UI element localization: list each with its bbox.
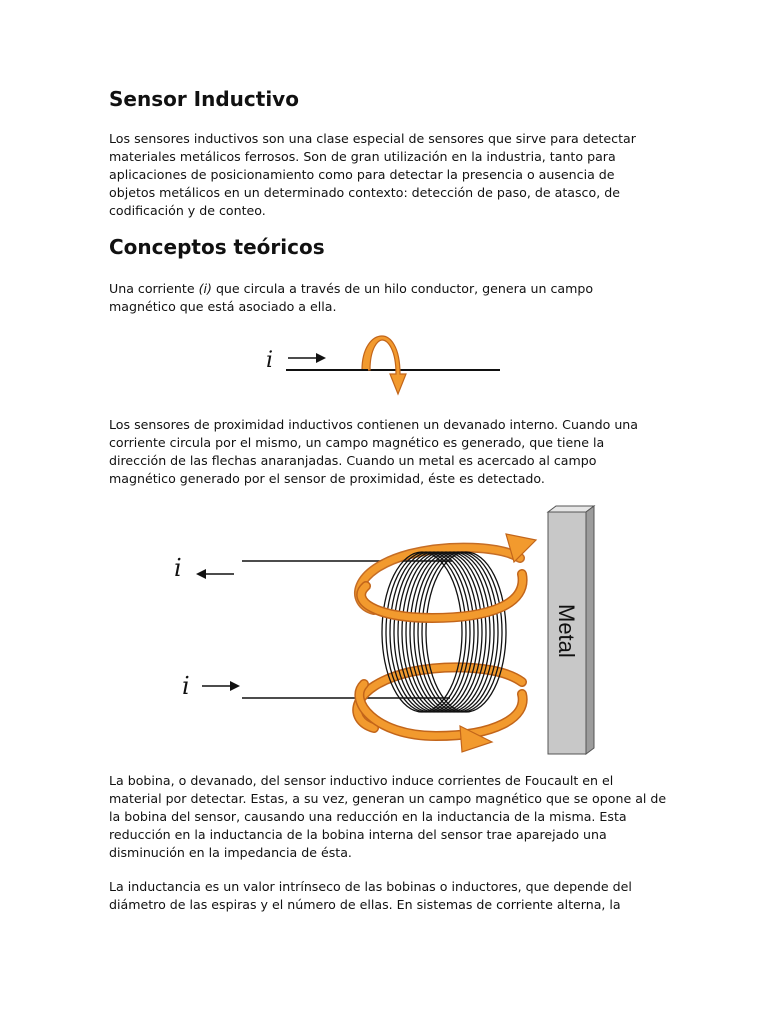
right-current-arrow-icon — [202, 681, 240, 691]
figure1-current-label: i — [266, 348, 274, 373]
intro-line-2: materiales metálicos ferrosos. Son de gran utilización en la industria, tanto para — [109, 149, 616, 164]
wire-field-diagram — [260, 334, 510, 404]
metal-label: Metal — [554, 604, 579, 658]
intro-paragraph — [109, 130, 664, 220]
coil-icon — [382, 552, 506, 712]
figure2-current-label-bottom: i — [182, 672, 190, 700]
concept-line-1-pre: Una corriente — [109, 281, 199, 296]
section-title-sensor-inductivo: Sensor Inductivo — [109, 87, 299, 111]
sensor-line-1: Los sensores de proximidad inductivos contienen un devanado interno. Cuando una — [109, 417, 639, 432]
sensor-line-2: corriente circula por el mismo, un campo magnético es generado, que tiene la — [109, 435, 605, 450]
current-symbol: (i) — [198, 281, 212, 296]
left-current-arrow-icon — [196, 569, 234, 579]
concept-line-1-post: que circula a través de un hilo conductor, genera un campo — [211, 281, 594, 296]
coil-metal-diagram — [160, 500, 600, 760]
foucault-line-4: reducción en la inductancia de la bobina interna del sensor trae aparejado una — [109, 827, 607, 842]
sensor-paragraph — [109, 416, 664, 488]
metal-block — [548, 506, 594, 754]
inductance-line-2: diámetro de las espiras y el número de ellas. En sistemas de corriente alterna, la — [109, 897, 621, 912]
concept-line-2: magnético que está asociado a ella. — [109, 299, 337, 314]
foucault-line-1: La bobina, o devanado, del sensor inductivo induce corrientes de Foucault en el — [109, 773, 614, 788]
inductance-paragraph — [109, 878, 664, 914]
sensor-line-3: dirección de las flechas anaranjadas. Cuando un metal es acercado al campo — [109, 453, 597, 468]
figure2-current-label-top: i — [174, 554, 182, 582]
concept-line-1 — [109, 280, 664, 298]
intro-line-3: aplicaciones de posicionamiento como para detectar la presencia o ausencia de — [109, 167, 615, 182]
circular-field-arrow-icon — [286, 336, 406, 394]
foucault-line-3: la bobina del sensor, causando una reducción en la inductancia de la misma. Esta — [109, 809, 627, 824]
foucault-paragraph — [109, 772, 667, 862]
concept-paragraph — [109, 280, 664, 316]
inductance-line-1: La inductancia es un valor intrínseco de las bobinas o inductores, que depende del — [109, 879, 632, 894]
field-arrow-shape — [362, 336, 406, 394]
intro-line-4: objetos metálicos en un determinado contexto: detección de paso, de atasco, de — [109, 185, 620, 200]
section-title-conceptos-teoricos: Conceptos teóricos — [109, 235, 325, 259]
current-arrow-icon — [288, 353, 326, 363]
foucault-line-5: disminución en la impedancia de ésta. — [109, 845, 352, 860]
foucault-line-2: material por detectar. Estas, a su vez, generan un campo magnético que se opone al de — [109, 791, 667, 806]
sensor-line-4: magnético generado por el sensor de proximidad, éste es detectado. — [109, 471, 545, 486]
intro-line-1: Los sensores inductivos son una clase especial de sensores que sirve para detectar — [109, 131, 636, 146]
intro-line-5: codificación y de conteo. — [109, 203, 266, 218]
